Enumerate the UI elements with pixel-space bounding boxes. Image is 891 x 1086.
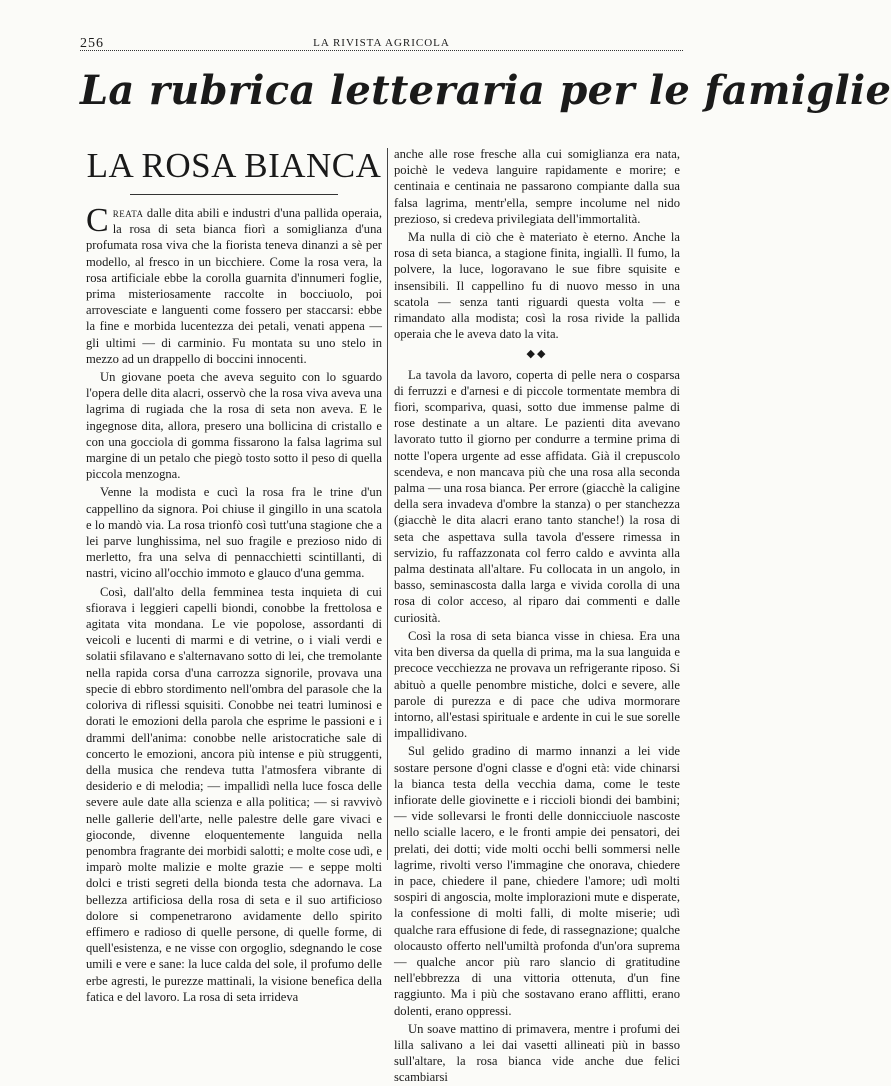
paragraph: La tavola da lavoro, coperta di pelle nera o cosparsa di ferruzzi e d'arnesi e di piccole tormentate membra di fiori, scomparivа, quasi, sotto due immense palme di rose destinate a un altare. Le pazienti dita avevano lavorato tutto il giorno per condurre a termine prima di notte l'opera urgente ad esse affidata. Già il crepuscolo scendeva, e non mancava più che una rosa alla seconda palma — una rosa bianca. Per errore (giacchè la caligine della sera invadeva d'ombre la stanza) o per stanchezza (giacchè le dita alacri erano tanto stanche!) la rosa di seta che aspettava sulla tavola d'essere rimessa in servizio, fu raffazzonata col ferro caldo e avvinta alla palma destinata all'altare. Fu collocata in un angolo, in basso, seminascosta dalla larga e vivida corolla di una rosa di color acceso, al riparo dai commenti e dalle curiosità. (394, 367, 680, 625)
paragraph: Così, dall'alto della femminea testa inquieta di cui sfiorava i leggieri capelli biondi, conobbe la frettolosa e agitata vita mondana. Le vie popolose, assordanti di veicoli e lucenti di marmi e di vetrine, o i viali verdi e solatii sfilavano e s'alternavano sotto di lei, che tremolante nella rapida corsa d'una carrozza signorile, provava una specie di ebbro stordimento nell'ombra del parasole che la coloriva di riflessi squisiti. Conobbe nei teatri luminosi e dorati le emozioni della parola che esprime le passioni e i drammi dell'anima: conobbe nelle aristocratiche sale di concerto le emozioni, ancora più intense e più struggenti, della musica che rendeva tutta l'atmosfera vibrante di desiderio e di melodia; — impallidì nella luce fosca delle severe aule date alla scienza e alla politica; — si ravvivò nelle gallerie dell'arte, nelle palestre delle gare vivaci e gioconde, divenne eloquentemente languida nella penombra fragrante dei morbidi salotti; e molte cose udì, e imparò molte malizie e molte grazie — e seppe molti dolci e tristi segreti della bionda testa che adornava. La bellezza artificiosa della rosa di seta e il suo artificioso dolore si compenetrarono avidamente dello spirito effimero e radioso di quelle persone, di quelle forme, di quell'esistenza, e ne visse con orgoglio, sdegnando le cose umili e vere e sane: la luce calda del sole, il profumo delle erbe agresti, le purezze mattinali, la visione benefica della fatica e del lavoro. La rosa di seta irrideva (86, 584, 382, 1004)
paragraph-text: dalle dita abili e industri d'una pallida operaia, la rosa di seta bianca fiorì a somiglianza d'una profumata rosa viva che la fiorista teneva dinanzi a sè per modello, al fresco in un bicchiere. Come la rosa vera, la rosa artificiale ebbe la corolla guarnita d'innumeri foglie, prima misteriosamente raccolte in bocciuolo, poi arrovesciate e languenti come fossero per staccarsi: ebbe la fine e morbida lucentezza dei petali, venati appena — gli ultimi — di carminio. Fu montata su uno stelo in mezzo ad un drappello di boccini innocenti. (86, 206, 382, 366)
paragraph: anche alle rose fresche alla cui somiglianza era nata, poichè le vedeva languire rapidamente e morire; e centinaia e centinaia ne passarono compiante dalla sua falsa lagrima, mentr'ella, sempre incolume nel nido prezioso, si credeva privilegiata dell'immortalità. (394, 147, 680, 226)
paragraph: Un soave mattino di primavera, mentre i profumi dei lilla salivano a lei dai vasetti allineati più in basso sull'altare, la rosa bianca vide anche due felici scambiarsi (394, 1021, 680, 1085)
running-title: LA RIVISTA AGRICOLA (313, 37, 450, 49)
paragraph: Così la rosa di seta bianca visse in chiesa. Era una vita ben diversa da quella di prima, ma la sua languida e precoce vecchiezza ne provava un refrigerante riposo. Si abituò a quelle penombre mistiche, dolci e severe, alle parole di purezza e di pace che udiva mormorare intorno, all'estasi spirituale e ardente in cui le sue sorelle impallidivano. (394, 628, 680, 741)
right-column (394, 146, 680, 1085)
paragraph: Ma nulla di ciò che è materiato è eterno. Anche la rosa di seta bianca, a stagione finita, ingiallì. Il fumo, la polvere, la luce, logoravano le sue fibre squisite e insensibili. Il cappellino fu di nuovo messo in una scatola — senza tanti riguardi questa volta — e rimandato alla modista; così la rosa rivide la pallida operaia che le aveva dato la vita. (394, 230, 680, 342)
page-number: 256 (80, 36, 104, 51)
section-masthead: La rubrica letteraria per le famiglie (80, 67, 891, 114)
drop-cap: C (86, 202, 109, 239)
section-ornament: ◆◆ (526, 348, 548, 361)
left-column (86, 146, 382, 1004)
paragraph: Sul gelido gradino di marmo innanzi a lei vide sostare persone d'ogni classe e d'ogni età: vide chinarsi la bianca testa della vecchia dama, come le teste infiorate delle giovinette e i riccioli biondi dei bambini; — vide sollevarsi le fronti delle donnicciuole nascoste nello scialle lacero, e le fronti ampie dei pensatori, dei prelati, dei dotti; vide molti occhi belli sommersi nelle lagrime, rivolti verso l'immagine che onorava, chiedere in pace, chiedere il pane, chiedere l'amore; udì molti sospiri di angoscia, molte implorazioni mute e disperate, la confessione di molti falli, di molte miserie; udì qualche rara effusione di fede, di rassegnazione; qualche olocausto offerto nell'umiltà profonda d'un'ora suprema — qualche ancor più raro slancio di gratitudine nell'ebbrezza di una vittoria ottenuta, d'un fine raggiunto. Ma i più che sostavano erano afflitti, erano dolenti, erano oppressi. (394, 744, 680, 1018)
paragraph: Un giovane poeta che aveva seguito con lo sguardo l'opera delle dita alacri, osservò che la rosa viva aveva una lagrima di rugiada che la rosa di seta non aveva. E le ingegnose dita, allora, presero una bollicina di cristallo e con una gocciola di gomma fissarono la falsa lagrima sul margine di un petalo che piegò tosto sotto il peso di quella piccola menzogna. (86, 370, 382, 482)
column-divider (387, 148, 388, 860)
article-title: LA ROSA BIANCA (86, 146, 382, 185)
paragraph (86, 202, 382, 367)
first-word: reata (112, 206, 144, 220)
title-rule (130, 194, 337, 195)
paragraph: Venne la modista e cucì la rosa fra le trine d'un cappellino da signora. Poi chiuse il gingillo in una scatola e lo mandò via. La rosa trionfò così tutt'una stagione che a lei parve lunghissima, nel suo fragile e prezioso nido di merletto, fra una selva di pennacchietti scintillanti, di nastri, vicino all'occhio immoto e glauco d'una gemma. (86, 485, 382, 581)
header-dotted-rule (80, 50, 683, 51)
